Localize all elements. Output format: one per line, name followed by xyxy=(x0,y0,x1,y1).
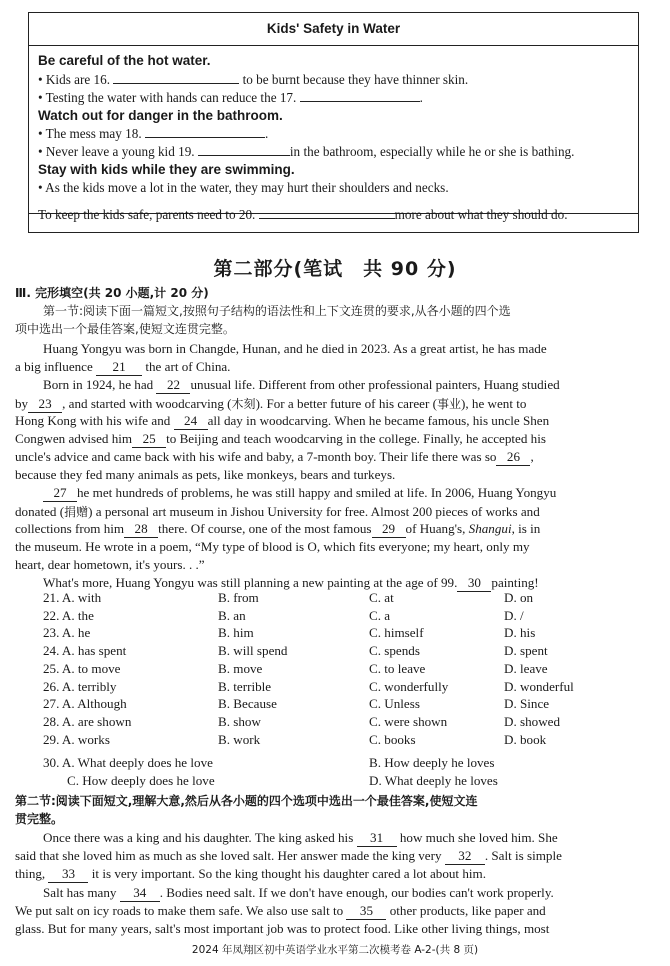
blank-34[interactable]: 34 xyxy=(120,885,160,902)
passage2-line: glass. But for many years, salt's most important job was to protect food. Like other living things, most xyxy=(15,921,550,936)
option-24-d[interactable]: D. spent xyxy=(504,643,548,659)
table-footer: To keep the kids safe, parents need to 20. more about what they should do. xyxy=(38,207,568,222)
section2-intro: 第二节:阅读下面短文,理解大意,然后从各小题的四个选项中选出一个最佳答案,使短文连 xyxy=(15,794,478,808)
passage1-line: Hong Kong with his wife and 24 all day in woodcarving. When he became famous, his uncle Shen xyxy=(15,413,550,428)
section-three-heading: Ⅲ. 完形填空(共 20 小题,计 20 分) xyxy=(15,286,209,300)
option-27-d[interactable]: D. Since xyxy=(504,696,550,712)
option-29-a[interactable]: 29. A. works xyxy=(43,731,110,747)
passage2-line: Once there was a king and his daughter. The king asked his 31 how much she loved him. She xyxy=(43,830,558,845)
blank-23[interactable]: 23 xyxy=(28,396,62,413)
table-row-17: • Testing the water with hands can reduce the 17. . xyxy=(38,90,423,105)
option-29-b[interactable]: B. work xyxy=(218,731,261,747)
passage1-line: heart, dear hometown, it's yours. . .” xyxy=(15,557,205,572)
option-28-a[interactable]: 28. A. are shown xyxy=(43,713,132,729)
passage1-line: donated (捐赠) a personal art museum in Jishou University for free. Almost 200 pieces of works and xyxy=(15,504,540,519)
section2-intro-cont: 贯完整。 xyxy=(15,812,64,826)
passage1-line: Congwen advised him 25 to Beijing and teach woodcarving in the college. Finally, he accepted his xyxy=(15,431,546,446)
option-22-a[interactable]: 22. A. the xyxy=(43,607,94,623)
table-row-swimming: • As the kids move a lot in the water, they may hurt their shoulders and necks. xyxy=(38,180,449,195)
blank-25[interactable]: 25 xyxy=(132,431,166,448)
passage1-line: uncle's advice and came back with his wife and baby, a 7-month boy. Their life there was so 26 , xyxy=(15,449,534,464)
option-25-c[interactable]: C. to leave xyxy=(369,660,426,676)
option-27-b[interactable]: B. Because xyxy=(218,696,277,712)
passage2-line: thing, 33 it is very important. So the king thought his daughter cared a lot about him. xyxy=(15,866,486,881)
blank-28[interactable]: 28 xyxy=(124,521,158,538)
option-30-a[interactable]: 30. A. What deeply does he love xyxy=(43,755,213,770)
section1-intro: 第一节:阅读下面一篇短文,按照句子结构的语法性和上下文连贯的要求,从各小题的四个选 xyxy=(43,304,511,318)
option-21-d[interactable]: D. on xyxy=(504,590,534,605)
passage1-line: Huang Yongyu was born in Changde, Hunan, and he died in 2023. As a great artist, he has made xyxy=(43,341,547,356)
blank-32[interactable]: 32 xyxy=(445,848,485,865)
option-22-c[interactable]: C. a xyxy=(369,607,391,623)
blank-21[interactable]: 21 xyxy=(96,359,142,376)
blank-24[interactable]: 24 xyxy=(174,413,208,430)
option-23-a[interactable]: 23. A. he xyxy=(43,625,91,641)
option-24-a[interactable]: 24. A. has spent xyxy=(43,643,127,659)
safety-table xyxy=(28,12,639,233)
option-23-b[interactable]: B. him xyxy=(218,625,254,641)
option-24-b[interactable]: B. will spend xyxy=(218,643,288,659)
blank-31[interactable]: 31 xyxy=(357,830,397,847)
passage1-line: What's more, Huang Yongyu was still planning a new painting at the age of 99. 30 painting! xyxy=(43,575,539,590)
option-21-c[interactable]: C. at xyxy=(369,590,394,605)
option-27-c[interactable]: C. Unless xyxy=(369,696,420,712)
page-footer: 2024 年凤翔区初中英语学业水平第二次模考卷 A-2-(共 8 页) xyxy=(191,944,479,956)
passage1-line: 27 he met hundreds of problems, he was still happy and smiled at life. In 2006, Huang Yongyu xyxy=(43,485,670,502)
passage2-line: We put salt on icy roads to make them safe. We also use salt to 35 other products, like paper and xyxy=(15,903,546,918)
blank-30[interactable]: 30 xyxy=(457,575,491,592)
option-24-c[interactable]: C. spends xyxy=(369,643,420,659)
option-23-c[interactable]: C. himself xyxy=(369,625,424,641)
passage1-line: Born in 1924, he had 22 unusual life. Different from other professional painters, Huang studied xyxy=(43,377,560,392)
blank-20[interactable] xyxy=(259,207,395,219)
blank-22[interactable]: 22 xyxy=(156,377,190,394)
option-26-c[interactable]: C. wonderfully xyxy=(369,678,449,694)
option-30-c[interactable]: C. How deeply does he love xyxy=(67,773,215,788)
passage2-line: said that she loved him as much as she loved salt. Her answer made the king very 32 . Salt is simple xyxy=(15,848,562,863)
blank-19[interactable] xyxy=(198,144,290,156)
blank-35[interactable]: 35 xyxy=(346,903,386,920)
option-29-c[interactable]: C. books xyxy=(369,731,416,747)
option-30-d[interactable]: D. What deeply he loves xyxy=(369,773,498,788)
table-heading-hot-water: Be careful of the hot water. xyxy=(38,53,211,68)
passage1-line: the museum. He wrote in a poem, “My type of blood is O, which fits everyone; my heart, only my xyxy=(15,539,530,554)
option-21-a[interactable]: 21. A. with xyxy=(43,590,102,605)
option-28-c[interactable]: C. were shown xyxy=(369,713,448,729)
blank-29[interactable]: 29 xyxy=(372,521,406,538)
option-28-d[interactable]: D. showed xyxy=(504,713,561,729)
part-two-title: 第二部分(笔试 共 90 分) xyxy=(213,258,457,280)
passage1-line: collections from him 28 there. Of course, one of the most famous 29 of Huang's, Shangui, is in xyxy=(15,521,541,536)
option-26-a[interactable]: 26. A. terribly xyxy=(43,678,117,694)
option-29-d[interactable]: D. book xyxy=(504,731,547,747)
passage2-line: Salt has many 34 . Bodies need salt. If we don't have enough, our bodies can't work properly. xyxy=(43,885,554,900)
option-25-d[interactable]: D. leave xyxy=(504,660,548,676)
option-22-d[interactable]: D. / xyxy=(504,607,524,623)
option-26-d[interactable]: D. wonderful xyxy=(504,678,574,694)
table-body xyxy=(29,45,638,214)
option-28-b[interactable]: B. show xyxy=(218,713,261,729)
blank-17[interactable] xyxy=(300,90,420,102)
blank-16[interactable] xyxy=(113,72,239,84)
option-26-b[interactable]: B. terrible xyxy=(218,678,272,694)
table-heading-bathroom: Watch out for danger in the bathroom. xyxy=(38,108,283,123)
option-25-b[interactable]: B. move xyxy=(218,660,263,676)
option-30-b[interactable]: B. How deeply he loves xyxy=(369,755,495,770)
option-27-a[interactable]: 27. A. Although xyxy=(43,696,127,712)
passage1-line: a big influence 21 the art of China. xyxy=(15,359,231,374)
passage1-line: by 23 , and started with woodcarving (木刻). For a better future of his career (事业), he went to xyxy=(15,396,527,411)
option-23-d[interactable]: D. his xyxy=(504,625,536,641)
table-title: Kids' Safety in Water xyxy=(29,13,638,46)
option-21-b[interactable]: B. from xyxy=(218,590,259,605)
table-heading-swimming: Stay with kids while they are swimming. xyxy=(38,162,295,177)
section1-intro-cont: 项中选出一个最佳答案,使短文连贯完整。 xyxy=(15,322,235,336)
table-row-19: • Never leave a young kid 19. in the bathroom, especially while he or she is bathing. xyxy=(38,144,575,159)
option-22-b[interactable]: B. an xyxy=(218,607,246,623)
table-row-18: • The mess may 18. . xyxy=(38,126,269,141)
blank-18[interactable] xyxy=(145,126,265,138)
option-25-a[interactable]: 25. A. to move xyxy=(43,660,121,676)
blank-33[interactable]: 33 xyxy=(48,866,88,883)
passage1-line: because they fed many animals as pets, like monkeys, bears and turkeys. xyxy=(15,467,396,482)
blank-26[interactable]: 26 xyxy=(496,449,530,466)
blank-27[interactable]: 27 xyxy=(43,485,77,502)
table-row-16: • Kids are 16. to be burnt because they have thinner skin. xyxy=(38,72,469,87)
